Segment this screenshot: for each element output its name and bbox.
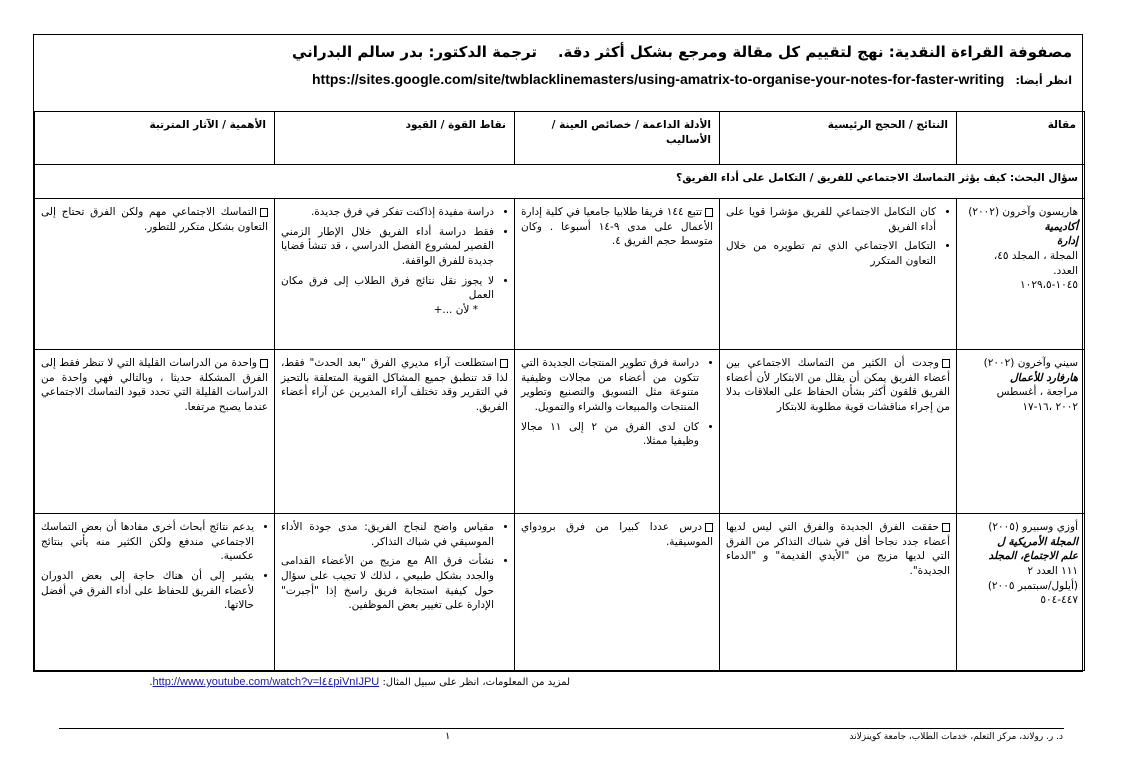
evidence-cell bbox=[515, 350, 720, 514]
article-cell bbox=[957, 514, 1085, 671]
article-pages: ٤٤٧-٥٠٤ bbox=[1040, 594, 1078, 607]
list-item: • يدعم نتائج أبحاث أخرى مفادها أن بعض التماسك الاجتماعي مندفع ولكن الكثير منه يأتي بنتائج عكسية. bbox=[41, 520, 254, 564]
evidence-cell bbox=[515, 514, 720, 671]
column-header-article: مقالة bbox=[957, 112, 1085, 165]
article-journal: علم الاجتماع، المجلد bbox=[988, 550, 1078, 563]
article-volume: المجلة ، المجلد ٤٥، bbox=[993, 250, 1078, 263]
article-authors: سيني وآخرون (٢٠٠٢) bbox=[983, 357, 1078, 369]
see-also-label: انظر أيضا: bbox=[1015, 74, 1072, 87]
findings-cell bbox=[720, 199, 957, 350]
critical-reading-matrix bbox=[34, 111, 1085, 671]
article-authors: هاريسون وآخرون (٢٠٠٢) bbox=[968, 206, 1078, 218]
list-item: وجدت أن الكثير من التماسك الاجتماعي بين أعضاء الفريق يمكن أن يقلل من الابتكار لأن أعضاء الفريق قلقون أكثر بشأن الحفاظ على العلاقات بدلا من إجراء مناقشات قوية مطلوبة للابتكار bbox=[726, 357, 950, 414]
significance-cell bbox=[35, 514, 275, 671]
article-journal: هارفارد للأعمال bbox=[1009, 371, 1078, 384]
article-date: (أيلول/سبتمبر ٢٠٠٥) bbox=[987, 579, 1078, 592]
strengths-note: * لأن ...+ bbox=[433, 304, 478, 317]
list-item: حققت الفرق الجديدة والفرق التي ليس لديها أعضاء جدد نجاحا أقل في شباك التذاكر من الفرق التي لديها مزيج من "الأيدي القديمة" و "الدماء الجديدة". bbox=[726, 521, 950, 578]
significance-cell bbox=[35, 199, 275, 350]
footer-divider bbox=[59, 728, 1064, 729]
research-question: سؤال البحث: كيف يؤثر التماسك الاجتماعي للفريق / التكامل على أداء الفريق؟ bbox=[35, 165, 1085, 199]
article-cell bbox=[957, 199, 1085, 350]
column-header-findings: النتائج / الحجج الرئيسية bbox=[720, 112, 957, 165]
article-journal: إدارة bbox=[1056, 235, 1078, 248]
list-item: تتبع ١٤٤ فريقا طلابيا جامعيا في كلية إدارة الأعمال على مدى ٩-١٤ أسبوعا . وكان متوسط حجم الفريق ٤. bbox=[521, 206, 713, 248]
footnote-tail: . bbox=[149, 677, 153, 688]
footnote bbox=[100, 675, 570, 688]
see-also-link[interactable]: https://sites.google.com/site/twblacklinemasters/using-amatrix-to-organise-your-notes-for-faster-writing bbox=[312, 71, 1005, 87]
list-item: • مقياس واضح لنجاح الفريق: مدى جودة الأداء الموسيقي في شباك التذاكر. bbox=[281, 520, 494, 549]
list-item: التماسك الاجتماعي مهم ولكن الفرق تحتاج إلى التعاون بشكل متكرر للتطور. bbox=[41, 206, 268, 233]
list-item: واحدة من الدراسات القليلة التي لا تنظر فقط إلى الفرق المشكلة حديثا ، وبالتالي فهي واحدة من الدراسات القليلة التي تحدد قيود التماسك الاجتماعي عندما يصبح مرتفعا. bbox=[41, 357, 268, 414]
see-also-line bbox=[44, 69, 1072, 89]
header-row bbox=[35, 112, 1085, 165]
significance-cell bbox=[35, 350, 275, 514]
article-pages: ١٠٤٥-١٠٢٩،٥ bbox=[1020, 279, 1078, 292]
table-row bbox=[35, 350, 1085, 514]
list-item: • يشير إلى أن هناك حاجة إلى بعض الدوران لأعضاء الفريق للحفاظ على أداء الفرق في أفضل حالاتها. bbox=[41, 569, 254, 613]
article-journal: أكاديمية bbox=[1044, 220, 1078, 233]
list-item: استطلعت آراء مديري الفرق "بعد الحدث" فقط، لذا قد تنطبق جميع المشاكل القوية المتعلقة بالتحيز في التقرير وقد تختلف آراء المديرين عن آراء أعضاء الفريق. bbox=[281, 357, 508, 414]
table-row bbox=[35, 199, 1085, 350]
article-pages: ٢٠٠٢ ،١٦-١٧ bbox=[1022, 401, 1078, 414]
youtube-link[interactable]: http://www.youtube.com/watch?v=l٤٤piVnIJPU bbox=[152, 676, 380, 688]
list-item: • دراسة فرق تطوير المنتجات الجديدة التي تتكون من أعضاء من مجالات وظيفية متنوعة مثل التسويق والتصنيع وتطوير المنتجات والمبيعات والشراء والتمويل. bbox=[521, 356, 699, 415]
findings-cell bbox=[720, 350, 957, 514]
list-item: • لا يجوز نقل نتائج فرق الطلاب إلى فرق مكان العمل bbox=[281, 274, 494, 303]
article-cell bbox=[957, 350, 1085, 514]
translator-credit: ترجمة الدكتور: بدر سالم البدراني bbox=[292, 43, 537, 61]
article-issue: العدد. bbox=[1053, 264, 1078, 277]
footer-credit: د. ر. رولاند، مركز التعلم، خدمات الطلاب، جامعة كوينزلاند bbox=[849, 732, 1063, 742]
strengths-cell bbox=[275, 350, 515, 514]
list-item: • دراسة مفيدة إذاكنت تفكر في فرق جديدة. bbox=[281, 205, 494, 220]
article-journal: المجلة الأمريكية ل bbox=[997, 535, 1078, 548]
column-header-strengths: نقاط القوة / القيود bbox=[275, 112, 515, 165]
page-number: ١ bbox=[445, 731, 451, 742]
column-header-significance: الأهمية / الآثار المترتبة bbox=[35, 112, 275, 165]
research-question-row bbox=[35, 165, 1085, 199]
table-row bbox=[35, 514, 1085, 671]
list-item: درس عددا كبيرا من فرق برودواي الموسيقية. bbox=[521, 521, 713, 548]
document-frame bbox=[33, 34, 1083, 672]
list-item: • كان لدى الفرق من ٢ إلى ١١ مجالا وظيفيا ممثلا. bbox=[521, 420, 699, 449]
strengths-cell bbox=[275, 514, 515, 671]
list-item: • التكامل الاجتماعي الذي تم تطويره من خلال التعاون المتكرر bbox=[726, 239, 936, 268]
column-header-evidence: الأدلة الداعمة / خصائص العينة / الأساليب bbox=[515, 112, 720, 165]
document-title: مصفوفة القراءة النقدية: نهج لتقييم كل مقالة ومرجع بشكل أكثر دقة. bbox=[557, 43, 1072, 61]
strengths-cell bbox=[275, 199, 515, 350]
list-item: • فقط دراسة أداء الفريق خلال الإطار الزمني القصير لمشروع الفصل الدراسي ، قد تنشأ قضايا جديدة للفرق الواقفة. bbox=[281, 225, 494, 269]
article-issue: ١١١ العدد ٢ bbox=[1027, 565, 1078, 578]
list-item: • نشأت فرق All مع مزيج من الأعضاء القدامى والجدد بشكل طبيعي ، لذلك لا تجيب على سؤال حول كيفية استجابة فريق راسخ إذا "أجبرت" الإدارة على تغيير بعض الموظفين. bbox=[281, 554, 494, 613]
evidence-cell bbox=[515, 199, 720, 350]
document-header bbox=[34, 35, 1082, 112]
findings-cell bbox=[720, 514, 957, 671]
footnote-label: لمزيد من المعلومات، انظر على سبيل المثال: bbox=[382, 677, 570, 688]
article-authors: أوزي وسبيرو (٢٠٠٥) bbox=[988, 521, 1078, 533]
list-item: • كان التكامل الاجتماعي للفريق مؤشرا قويا على أداء الفريق bbox=[726, 205, 936, 234]
article-volume: مراجعة ، أغسطس bbox=[996, 386, 1078, 399]
